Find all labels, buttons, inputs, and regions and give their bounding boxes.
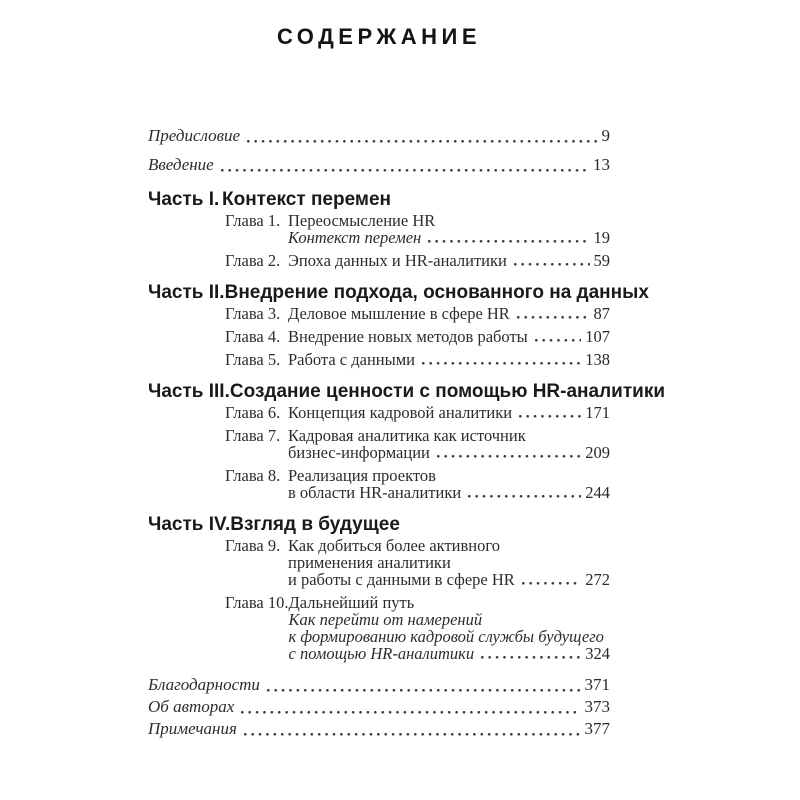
dot-leader [221,169,589,172]
chapter-line [288,252,610,269]
chapter-entry [225,427,610,461]
toc-entry [148,125,610,147]
part-label: Часть IV. [148,514,231,535]
chapter-label: Глава 10. [225,593,289,612]
chapter-line [288,467,610,484]
part-section [148,380,666,502]
chapter-line-text: Кадровая аналитика как источник [288,426,526,445]
chapter-line-text: применения аналитики [288,553,451,572]
chapter-line-text: к формированию кадровой службы будущего [288,627,604,646]
part-header [148,188,610,212]
chapter-line [288,427,610,444]
entry-label: Благодарности [148,675,260,694]
chapter-label: Глава 3. [225,304,281,323]
chapter-entry [225,537,610,588]
chapter-label: Глава 5. [225,350,281,369]
page-number: 59 [593,251,610,270]
chapter-label: Глава 1. [225,211,281,230]
page-number: 371 [584,675,610,694]
chapter-line [288,444,610,461]
chapter-line [289,628,610,645]
chapter-line-text: Деловое мышление в сфере HR [288,304,510,323]
page-number: 87 [593,304,610,323]
entry-label: Предисловие [148,126,241,145]
page-number: 138 [585,350,610,369]
chapter-line-text: Концепция кадровой аналитики [288,403,513,422]
chapter-line-text: Как перейти от намерений [288,610,483,629]
page-number: 209 [585,443,610,462]
chapter-lines [288,305,610,322]
chapter-entry [225,305,610,322]
chapter-line-text: Эпоха данных и HR-аналитики [288,251,507,270]
entry-label: Примечания [148,719,237,738]
chapter-label: Глава 8. [225,466,281,485]
dot-leader [517,316,590,319]
part-title: Внедрение подхода, основанного на данных [224,282,649,303]
dot-leader [522,582,581,585]
page-number: 244 [585,483,610,502]
chapter-label: Глава 9. [225,536,281,555]
toc-entry [148,696,610,718]
page-number: 13 [593,155,610,174]
dot-leader [535,339,582,342]
chapter-entry [225,404,610,421]
part-section [148,513,610,662]
dot-leader [267,689,581,692]
chapter-label: Глава 2. [225,251,281,270]
page-number: 19 [593,228,610,247]
chapter-line-text: и работы с данными в сфере HR [288,570,515,589]
chapter-line [288,212,610,229]
chapter-lines [288,467,610,501]
page-number: 171 [585,403,610,422]
page-number: 377 [584,719,610,738]
chapter-line [288,554,610,571]
chapter-entry [225,594,610,662]
chapter-list [225,212,610,269]
chapter-line [289,594,610,611]
chapter-entry [225,252,610,269]
toc-entry [148,154,610,176]
chapter-lines [288,212,610,246]
part-title: Создание ценности с помощью HR-аналитики [229,381,666,402]
part-section [148,281,649,369]
dot-leader [519,415,581,418]
dot-leader [247,140,597,143]
front-matter-list [148,125,610,176]
chapter-line-text: с помощью HR-аналитики [288,644,475,663]
page-number: 272 [585,570,610,589]
chapter-line-text: Как добиться более активного [288,536,500,555]
dot-leader [481,656,581,659]
part-header [148,513,610,537]
chapter-list [225,537,610,662]
part-header [148,380,666,404]
part-title: Взгляд в будущее [230,514,400,535]
chapter-entry [225,467,610,501]
chapter-line [288,328,610,345]
dot-leader [468,495,581,498]
toc-entry [148,674,610,696]
chapter-line [288,351,610,368]
chapter-line-text: Внедрение новых методов работы [288,327,528,346]
dot-leader [437,455,581,458]
entry-label: Об авторах [148,697,235,716]
chapter-list [225,305,610,368]
chapter-line [288,229,610,246]
chapter-lines [288,252,610,269]
part-label: Часть III. [148,381,230,402]
chapter-lines [288,537,610,588]
dot-leader [428,240,589,243]
part-label: Часть II. [148,282,225,303]
chapter-label: Глава 4. [225,327,281,346]
chapter-line-text: Переосмысление HR [288,211,436,230]
part-header [148,281,649,305]
page-title: СОДЕРЖАНИЕ [276,24,482,49]
chapter-lines [289,594,610,662]
dot-leader [514,263,590,266]
chapter-lines [288,328,610,345]
chapter-entry [225,328,610,345]
part-section [148,188,610,269]
back-matter-list [148,674,610,740]
toc-entry [148,718,610,740]
chapter-line-text: бизнес-информации [288,443,430,462]
chapter-lines [288,351,610,368]
chapter-line [288,571,610,588]
page-number: 9 [601,126,610,145]
chapter-list [225,404,610,501]
chapter-line [288,484,610,501]
chapter-line-text: в области HR-аналитики [288,483,462,502]
dot-leader [422,362,581,365]
chapter-line [289,611,610,628]
dot-leader [241,711,580,714]
parts-list [148,188,666,663]
dot-leader [244,733,581,736]
chapter-lines [288,427,610,461]
chapter-label: Глава 6. [225,403,281,422]
chapter-line-text: Контекст перемен [288,228,422,247]
chapter-line [288,305,610,322]
entry-label: Введение [148,155,214,174]
chapter-line [289,645,610,662]
part-title: Контекст перемен [222,189,392,210]
chapter-line [288,404,610,421]
chapter-entry [225,212,610,246]
chapter-line [288,537,610,554]
page-number: 373 [584,697,610,716]
chapter-entry [225,351,610,368]
chapter-line-text: Работа с данными [288,350,415,369]
page-number: 107 [585,327,610,346]
chapter-lines [288,404,610,421]
chapter-line-text: Дальнейший путь [288,593,415,612]
chapter-line-text: Реализация проектов [288,466,436,485]
chapter-label: Глава 7. [225,426,281,445]
page-number: 324 [585,644,610,663]
part-label: Часть I. [148,189,220,210]
